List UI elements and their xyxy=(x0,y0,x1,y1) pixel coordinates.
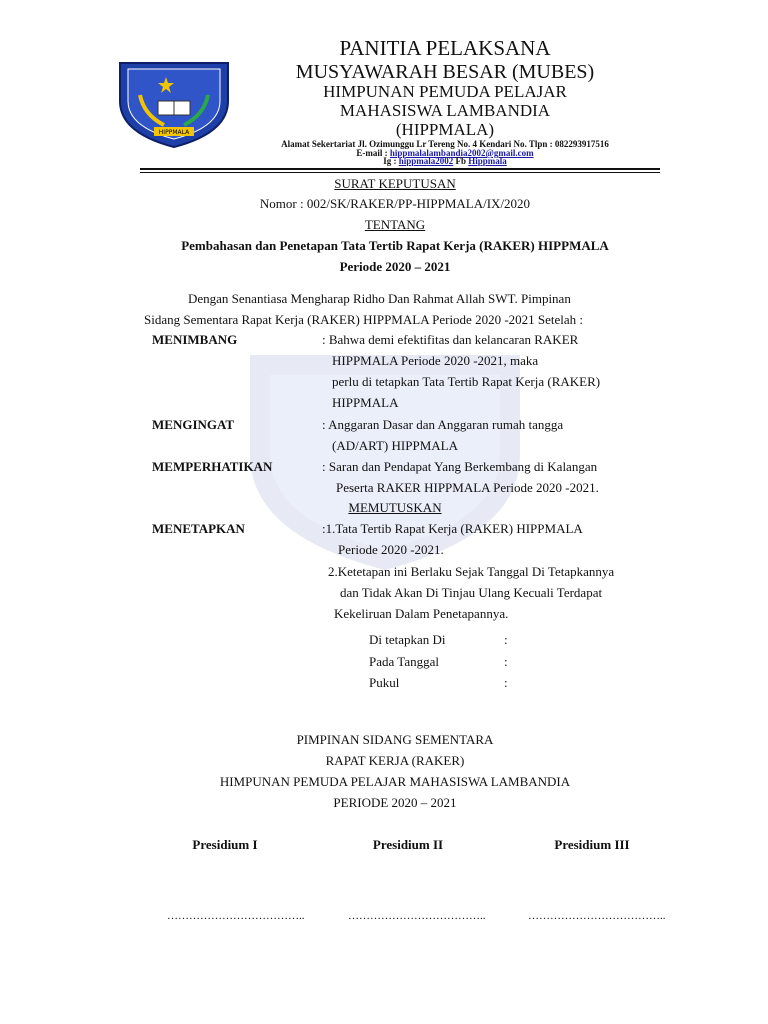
presidium2-signature-line: ……………………………….. xyxy=(348,910,486,922)
header-line3: HIMPUNAN PEMUDA PELAJAR xyxy=(323,82,567,101)
menimbang-label: MENIMBANG xyxy=(152,332,238,347)
memutuskan-heading: MEMUTUSKAN xyxy=(348,500,442,515)
mengingat-line2: (AD/ART) HIPPMALA xyxy=(332,438,458,453)
email-label: E-mail : xyxy=(356,148,388,158)
memperhatikan-label: MEMPERHATIKAN xyxy=(152,459,273,474)
ig-label: Ig : xyxy=(383,156,397,166)
pukul-label: Pukul xyxy=(369,675,400,690)
presidium1-label: Presidium I xyxy=(192,837,258,852)
doc-subject1: Pembahasan dan Penetapan Tata Tertib Rapat Kerja (RAKER) HIPPMALA xyxy=(181,238,609,253)
ditetapkan-label: Di tetapkan Di xyxy=(369,632,446,647)
doc-subject2: Periode 2020 – 2021 xyxy=(339,259,451,274)
menetapkan-line4: dan Tidak Akan Di Tinjau Ulang Kecuali Terdapat xyxy=(340,585,603,600)
sign-line1: PIMPINAN SIDANG SEMENTARA xyxy=(296,732,494,747)
tanggal-colon: : xyxy=(504,654,508,669)
header-rule-thick xyxy=(140,168,660,170)
presidium1-signature-line: ……………………………….. xyxy=(167,910,305,922)
menetapkan-line1: :1.Tata Tertib Rapat Kerja (RAKER) HIPPMALA xyxy=(322,521,583,536)
sign-line2: RAPAT KERJA (RAKER) xyxy=(325,753,465,768)
menetapkan-label: MENETAPKAN xyxy=(152,521,245,536)
presidium2-label: Presidium II xyxy=(372,837,444,852)
ditetapkan-colon: : xyxy=(504,632,508,647)
svg-text:HIPPMALA: HIPPMALA xyxy=(158,129,190,136)
doc-tentang: TENTANG xyxy=(364,217,426,232)
intro-line2: Sidang Sementara Rapat Kerja (RAKER) HIPPMALA Periode 2020 -2021 Setelah : xyxy=(144,312,584,327)
menimbang-line1: : Bahwa demi efektifitas dan kelancaran RAKER xyxy=(322,332,579,347)
memperhatikan-line2: Peserta RAKER HIPPMALA Periode 2020 -2021. xyxy=(336,480,599,495)
fb-label: Fb xyxy=(455,156,466,166)
header-line4: MAHASISWA LAMBANDIA xyxy=(339,101,551,120)
tanggal-label: Pada Tanggal xyxy=(369,654,439,669)
memperhatikan-line1: : Saran dan Pendapat Yang Berkembang di Kalangan xyxy=(322,459,598,474)
presidium3-label: Presidium III xyxy=(554,837,630,852)
sign-line4: PERIODE 2020 – 2021 xyxy=(333,795,457,810)
header-line5: (HIPPMALA) xyxy=(395,120,495,139)
menimbang-line2: HIPPMALA Periode 2020 -2021, maka xyxy=(332,353,539,368)
mengingat-line1: : Anggaran Dasar dan Anggaran rumah tangga xyxy=(322,417,564,432)
intro-line1: Dengan Senantiasa Mengharap Ridho Dan Rahmat Allah SWT. Pimpinan xyxy=(188,291,571,306)
menimbang-line3: perlu di tetapkan Tata Tertib Rapat Kerja (RAKER) xyxy=(332,374,601,389)
pukul-colon: : xyxy=(504,675,508,690)
sign-line3: HIMPUNAN PEMUDA PELAJAR MAHASISWA LAMBANDIA xyxy=(219,774,571,789)
menetapkan-line2: Periode 2020 -2021. xyxy=(338,542,444,557)
email-link[interactable]: hippmalalambandia2002@gmail.com xyxy=(389,148,534,158)
hippmala-logo xyxy=(114,55,234,150)
menetapkan-line5: Kekeliruan Dalam Penetapannya. xyxy=(334,606,509,621)
presidium3-signature-line: ……………………………….. xyxy=(528,910,666,922)
address-line: Alamat Sekertariat Jl. Ozimunggu Lr Tereng No. 4 Kendari No. Tlpn : 082293917516 xyxy=(281,139,609,149)
social-line xyxy=(240,156,650,166)
header-line2: MUSYAWARAH BESAR (MUBES) xyxy=(295,61,595,83)
doc-title: SURAT KEPUTUSAN xyxy=(334,176,456,191)
ig-link[interactable]: hippmala2002 xyxy=(398,156,454,166)
doc-nomor: Nomor : 002/SK/RAKER/PP-HIPPMALA/IX/2020 xyxy=(259,196,531,211)
menetapkan-line3: 2.Ketetapan ini Berlaku Sejak Tanggal Di Tetapkannya xyxy=(328,564,615,579)
mengingat-label: MENGINGAT xyxy=(152,417,235,432)
header-rule-thin xyxy=(140,172,660,173)
menimbang-line4: HIPPMALA xyxy=(332,395,399,410)
fb-link[interactable]: Hippmala xyxy=(468,156,507,166)
header-line1: PANITIA PELAKSANA xyxy=(339,36,551,60)
